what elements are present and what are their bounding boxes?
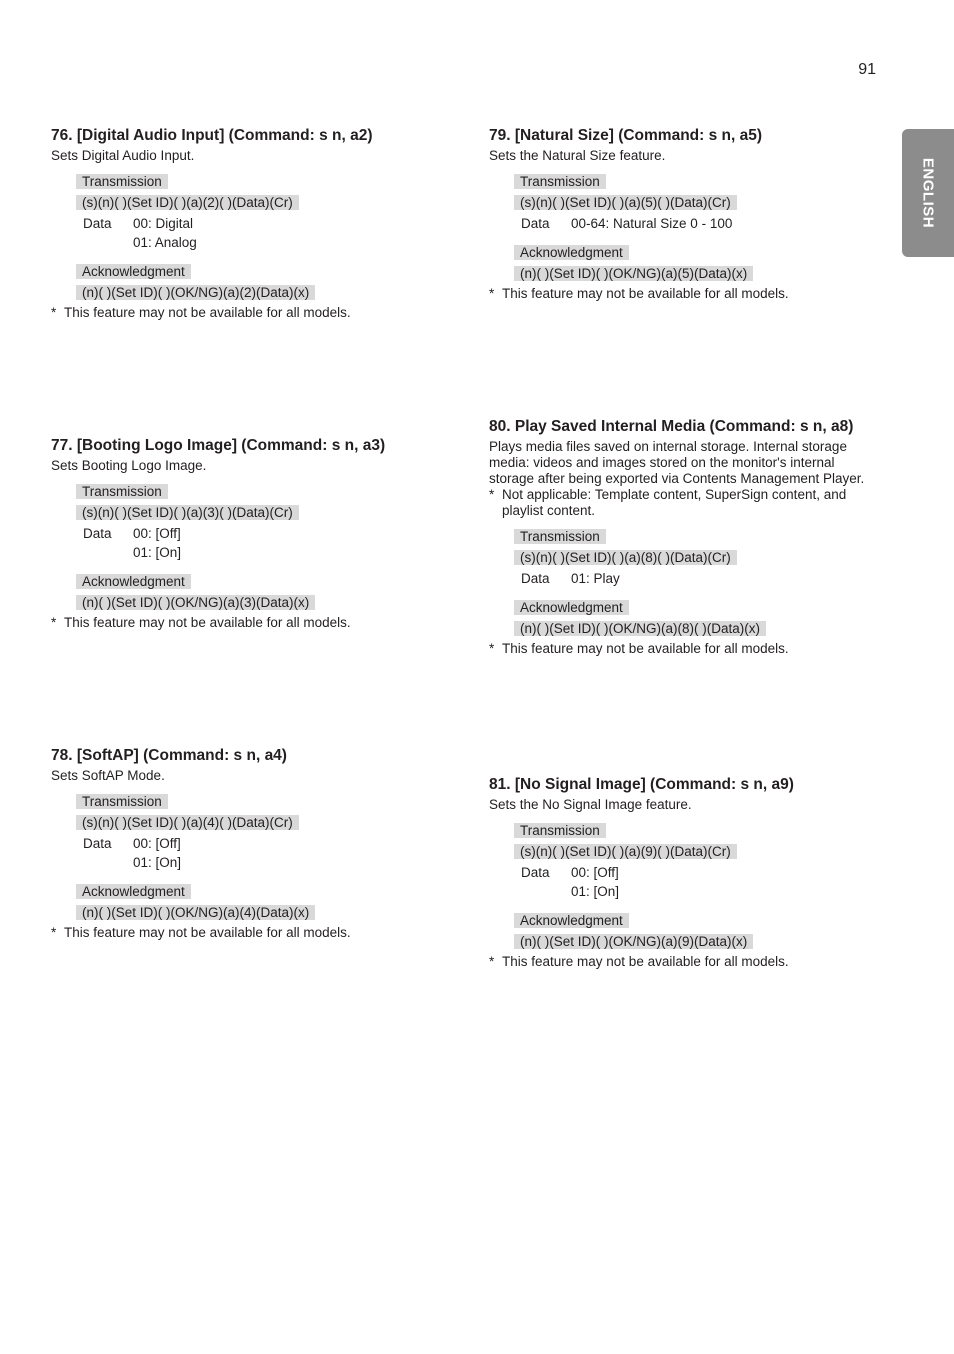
section-description: Sets Digital Audio Input. (51, 148, 195, 163)
data-row (76, 524, 436, 562)
acknowledgment-code: (n)( )(Set ID)( )(OK/NG)(a)(9)(Data)(x) (514, 934, 753, 949)
acknowledgment-label: Acknowledgment (76, 574, 191, 589)
command-section-76 (51, 126, 436, 321)
data-value: 01: Play (571, 571, 620, 586)
language-tab (902, 129, 954, 257)
transmission-label: Transmission (76, 174, 168, 189)
data-value: 01: [On] (133, 545, 182, 560)
section-title: 76. [Digital Audio Input] (Command: s n, a2) (51, 127, 373, 144)
section-description: Sets SoftAP Mode. (51, 768, 165, 783)
footnote: * This feature may not be available for all models. (489, 954, 789, 969)
data-row (76, 834, 436, 872)
transmission-code: (s)(n)( )(Set ID)( )(a)(2)( )(Data)(Cr) (76, 195, 299, 210)
footnote: * This feature may not be available for all models. (51, 615, 351, 630)
command-section-78 (51, 746, 436, 941)
footnote-text: This feature may not be available for all models. (64, 305, 351, 320)
acknowledgment-code: (n)( )(Set ID)( )(OK/NG)(a)(3)(Data)(x) (76, 595, 315, 610)
data-label: Data (83, 526, 112, 541)
acknowledgment-code: (n)( )(Set ID)( )(OK/NG)(a)(8)( )(Data)(x) (514, 621, 766, 636)
acknowledgment-label: Acknowledgment (76, 264, 191, 279)
acknowledgment-block (76, 884, 436, 921)
command-section-81 (489, 775, 874, 970)
data-row (514, 863, 874, 901)
acknowledgment-block (514, 600, 874, 637)
acknowledgment-label: Acknowledgment (514, 245, 629, 260)
transmission-label: Transmission (76, 484, 168, 499)
acknowledgment-block (76, 264, 436, 301)
acknowledgment-label: Acknowledgment (514, 600, 629, 615)
section-title: 79. [Natural Size] (Command: s n, a5) (489, 127, 763, 144)
transmission-code: (s)(n)( )(Set ID)( )(a)(4)( )(Data)(Cr) (76, 815, 299, 830)
data-value: 00-64: Natural Size 0 - 100 (571, 216, 733, 231)
footnote-text: This feature may not be available for all models. (502, 954, 789, 969)
acknowledgment-block (514, 913, 874, 950)
command-section-77 (51, 436, 436, 631)
language-tab-label: ENGLISH (919, 157, 937, 229)
data-label: Data (83, 836, 112, 851)
acknowledgment-code: (n)( )(Set ID)( )(OK/NG)(a)(5)(Data)(x) (514, 266, 753, 281)
data-value: 00: Digital (133, 216, 194, 231)
footnote-text: This feature may not be available for all models. (64, 925, 351, 940)
footnote: * This feature may not be available for all models. (489, 286, 789, 301)
transmission-block (514, 174, 874, 233)
transmission-code: (s)(n)( )(Set ID)( )(a)(3)( )(Data)(Cr) (76, 505, 299, 520)
section-description: Sets Booting Logo Image. (51, 458, 207, 473)
section-description: Plays media files saved on internal storage. Internal storage media: videos and images stored on the monitor's internal storage after being exported via Contents Management Player. (489, 439, 865, 486)
transmission-code: (s)(n)( )(Set ID)( )(a)(5)( )(Data)(Cr) (514, 195, 737, 210)
section-description: Sets the Natural Size feature. (489, 148, 666, 163)
pre-note: * Not applicable: Template content, SuperSign content, and playlist content. (489, 487, 847, 518)
command-section-79 (489, 126, 874, 302)
transmission-label: Transmission (76, 794, 168, 809)
data-label: Data (521, 571, 550, 586)
acknowledgment-label: Acknowledgment (514, 913, 629, 928)
pre-note-text: Not applicable: Template content, SuperSign content, and playlist content. (502, 487, 847, 518)
transmission-label: Transmission (514, 174, 606, 189)
data-value: 01: [On] (133, 855, 182, 870)
data-label: Data (83, 216, 112, 231)
transmission-code: (s)(n)( )(Set ID)( )(a)(8)( )(Data)(Cr) (514, 550, 737, 565)
data-row (514, 214, 874, 233)
data-label: Data (521, 865, 550, 880)
footnote-text: This feature may not be available for all models. (64, 615, 351, 630)
transmission-label: Transmission (514, 823, 606, 838)
footnote: * This feature may not be available for all models. (489, 641, 789, 656)
transmission-block (76, 484, 436, 562)
acknowledgment-code: (n)( )(Set ID)( )(OK/NG)(a)(2)(Data)(x) (76, 285, 315, 300)
data-row (76, 214, 436, 252)
transmission-label: Transmission (514, 529, 606, 544)
footnote-text: This feature may not be available for all models. (502, 641, 789, 656)
acknowledgment-block (514, 245, 874, 282)
section-description: Sets the No Signal Image feature. (489, 797, 692, 812)
footnote-text: This feature may not be available for all models. (502, 286, 789, 301)
acknowledgment-block (76, 574, 436, 611)
acknowledgment-label: Acknowledgment (76, 884, 191, 899)
transmission-block (76, 794, 436, 872)
section-title: 78. [SoftAP] (Command: s n, a4) (51, 747, 287, 764)
transmission-block (514, 529, 874, 588)
section-title: 77. [Booting Logo Image] (Command: s n, a3) (51, 437, 386, 454)
transmission-block (514, 823, 874, 901)
data-label: Data (521, 216, 550, 231)
transmission-block (76, 174, 436, 252)
data-row (514, 569, 874, 588)
data-value: 00: [Off] (571, 865, 619, 880)
data-value: 01: [On] (571, 884, 620, 899)
acknowledgment-code: (n)( )(Set ID)( )(OK/NG)(a)(4)(Data)(x) (76, 905, 315, 920)
data-value: 00: [Off] (133, 836, 181, 851)
data-value: 00: [Off] (133, 526, 181, 541)
footnote: * This feature may not be available for all models. (51, 305, 351, 320)
transmission-code: (s)(n)( )(Set ID)( )(a)(9)( )(Data)(Cr) (514, 844, 737, 859)
data-value: 01: Analog (133, 235, 197, 250)
command-section-80 (489, 417, 874, 657)
footnote: * This feature may not be available for all models. (51, 925, 351, 940)
section-title: 80. Play Saved Internal Media (Command: s n, a8) (489, 418, 854, 435)
page-number: 91 (858, 61, 876, 78)
section-title: 81. [No Signal Image] (Command: s n, a9) (489, 776, 794, 793)
